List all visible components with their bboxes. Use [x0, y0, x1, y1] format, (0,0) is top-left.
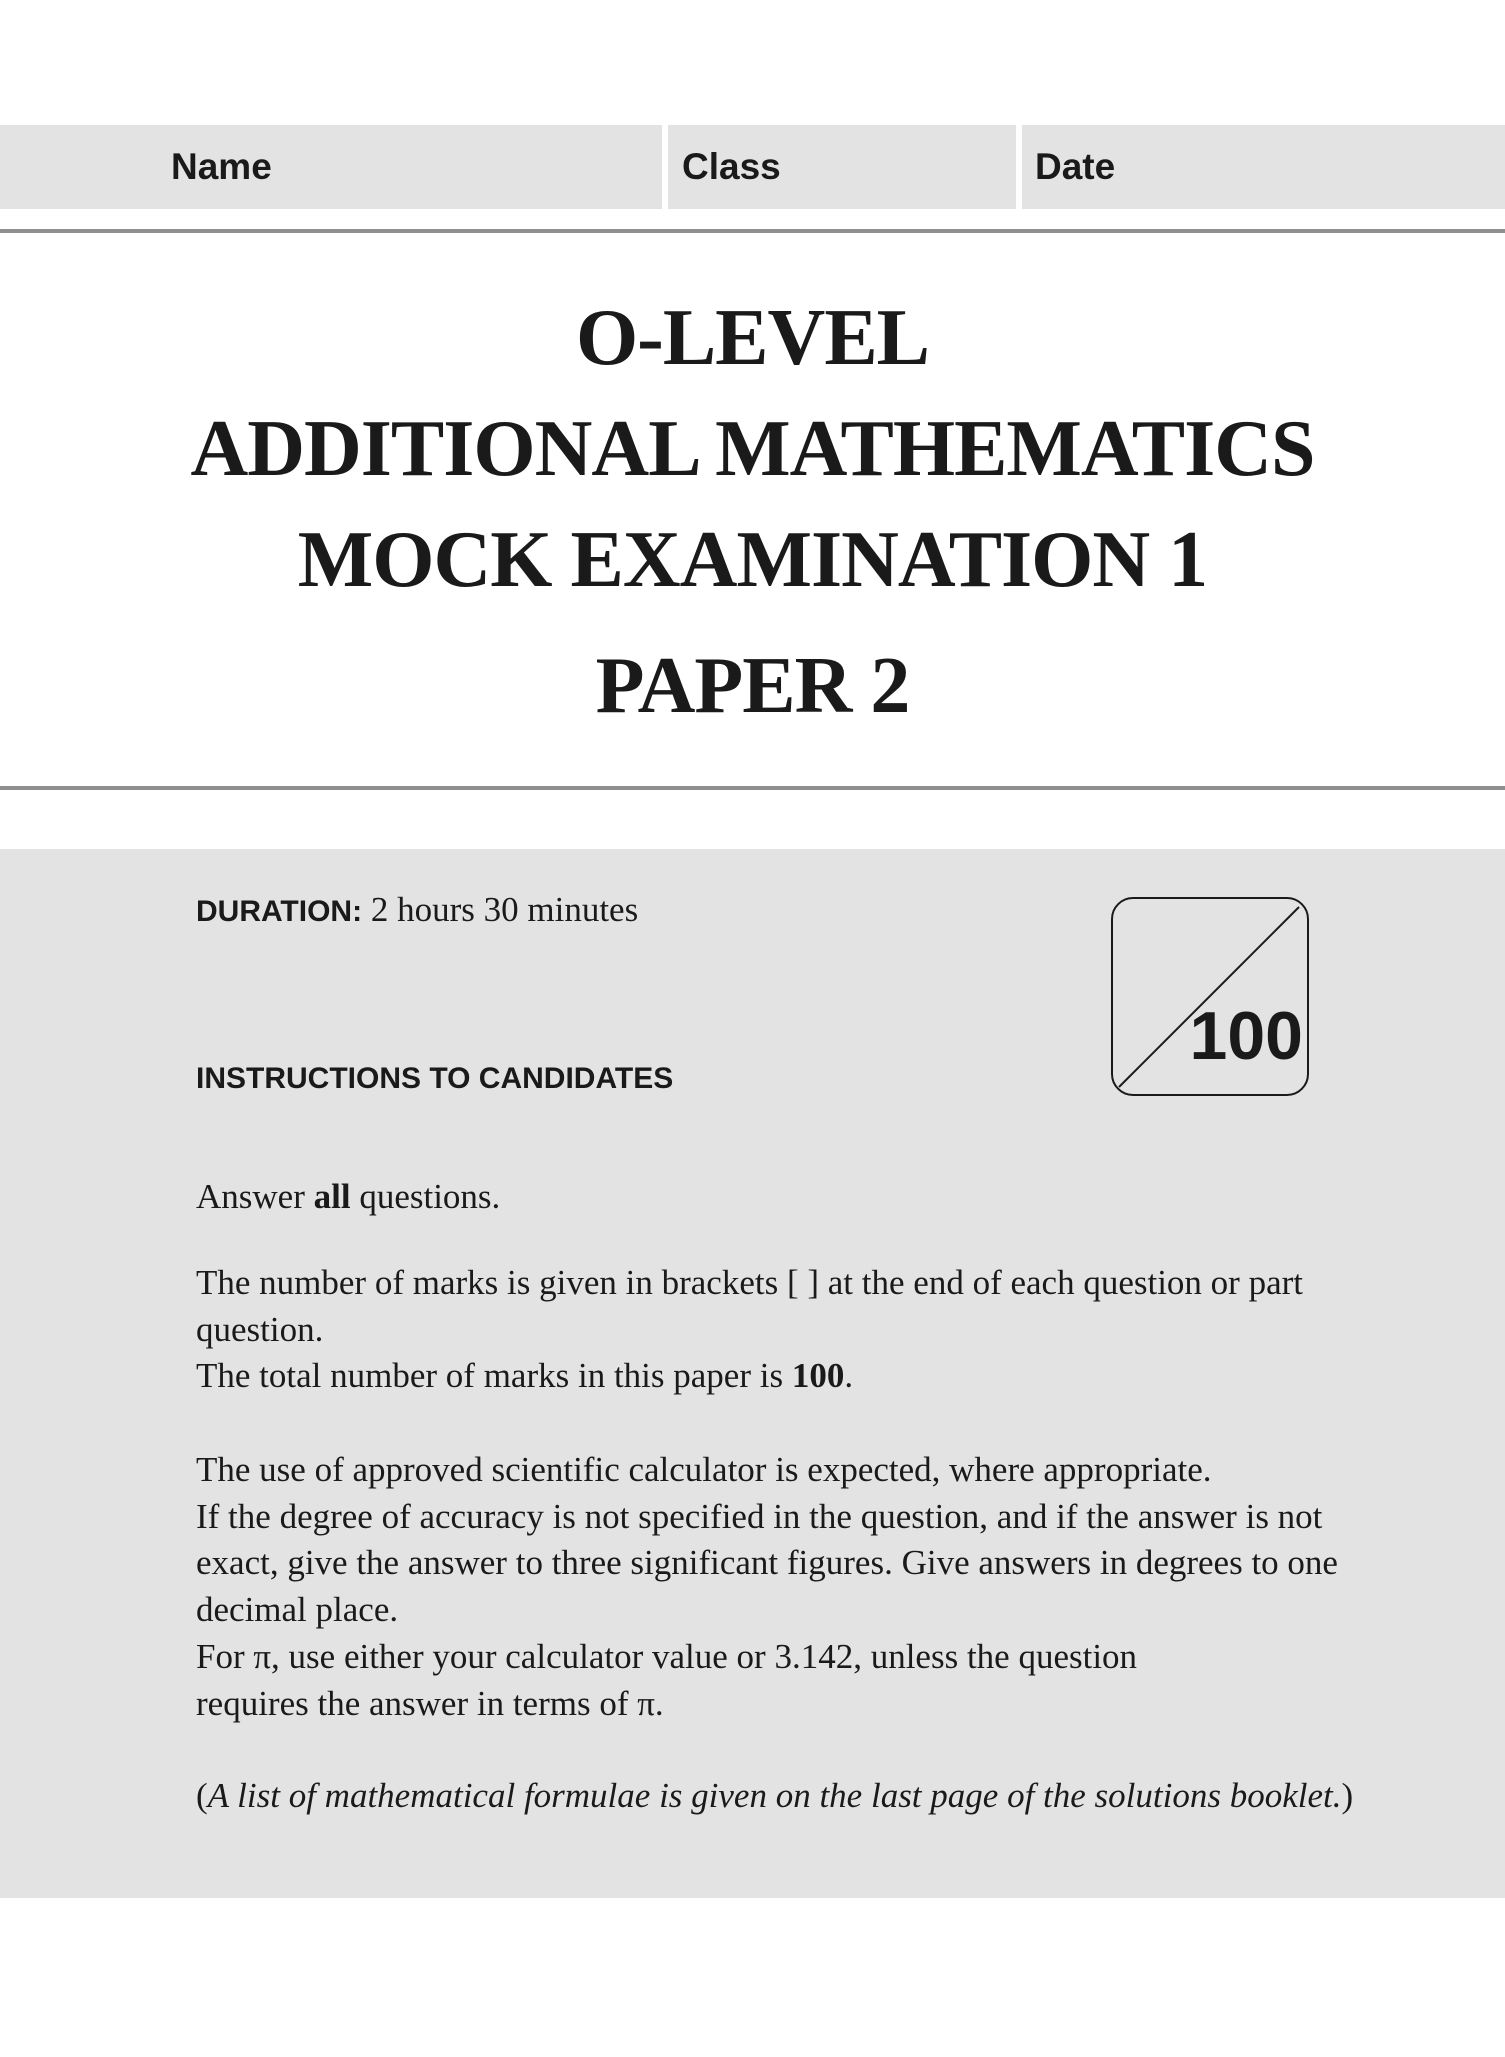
instruction-marks	[196, 1260, 1376, 1400]
note-open-paren: (	[196, 1776, 208, 1815]
note-text: A list of mathematical formulae is given on the last page of the solutions booklet.	[207, 1776, 1342, 1815]
instruction-answer-all	[196, 1174, 1376, 1221]
accuracy-text: If the degree of accuracy is not specified in the question, and if the answer is not exact, give the answer to three significant figures. Give answers in degrees to one decimal place.	[196, 1496, 1338, 1630]
date-label: Date	[1035, 146, 1116, 187]
title-subject: ADDITIONAL MATHEMATICS	[190, 405, 1315, 493]
bottom-divider	[0, 786, 1505, 790]
calculator-text: The use of approved scientific calculator is expected, where appropriate.	[196, 1450, 1212, 1489]
total-marks-text	[196, 1353, 1376, 1400]
date-field[interactable]	[1022, 125, 1505, 209]
marks-brackets-text: The number of marks is given in brackets [ ] at the end of each question or part question.	[196, 1263, 1303, 1349]
answer-text: Answer	[196, 1177, 314, 1216]
pi-text: For π, use either your calculator value or 3.142, unless the question requires the answer in terms of π.	[196, 1636, 1138, 1723]
answer-emphasis: all	[313, 1177, 351, 1216]
class-label: Class	[682, 146, 781, 187]
marks-box[interactable]	[1111, 897, 1309, 1096]
title-level: O-LEVEL	[575, 294, 930, 382]
total-marks: 100	[1189, 998, 1303, 1074]
duration-value: 2 hours 30 minutes	[370, 890, 639, 929]
total-marks-post: .	[844, 1356, 854, 1396]
top-divider	[0, 229, 1505, 233]
formula-note	[196, 1773, 1376, 1820]
total-marks-value: 100	[791, 1356, 845, 1396]
total-marks-pre: The total number of marks in this paper is	[196, 1356, 792, 1396]
duration-label: DURATION:	[196, 895, 363, 928]
name-label: Name	[171, 146, 272, 187]
class-field[interactable]	[668, 125, 1016, 209]
note-close-paren: )	[1341, 1776, 1354, 1815]
instructions-heading: INSTRUCTIONS TO CANDIDATES	[196, 1062, 674, 1095]
instruction-calculator	[196, 1447, 1376, 1727]
duration	[196, 887, 638, 935]
title-exam: MOCK EXAMINATION 1	[297, 516, 1208, 604]
title-paper: PAPER 2	[595, 642, 910, 730]
name-field[interactable]	[0, 125, 662, 209]
answer-text-end: questions.	[350, 1177, 501, 1216]
